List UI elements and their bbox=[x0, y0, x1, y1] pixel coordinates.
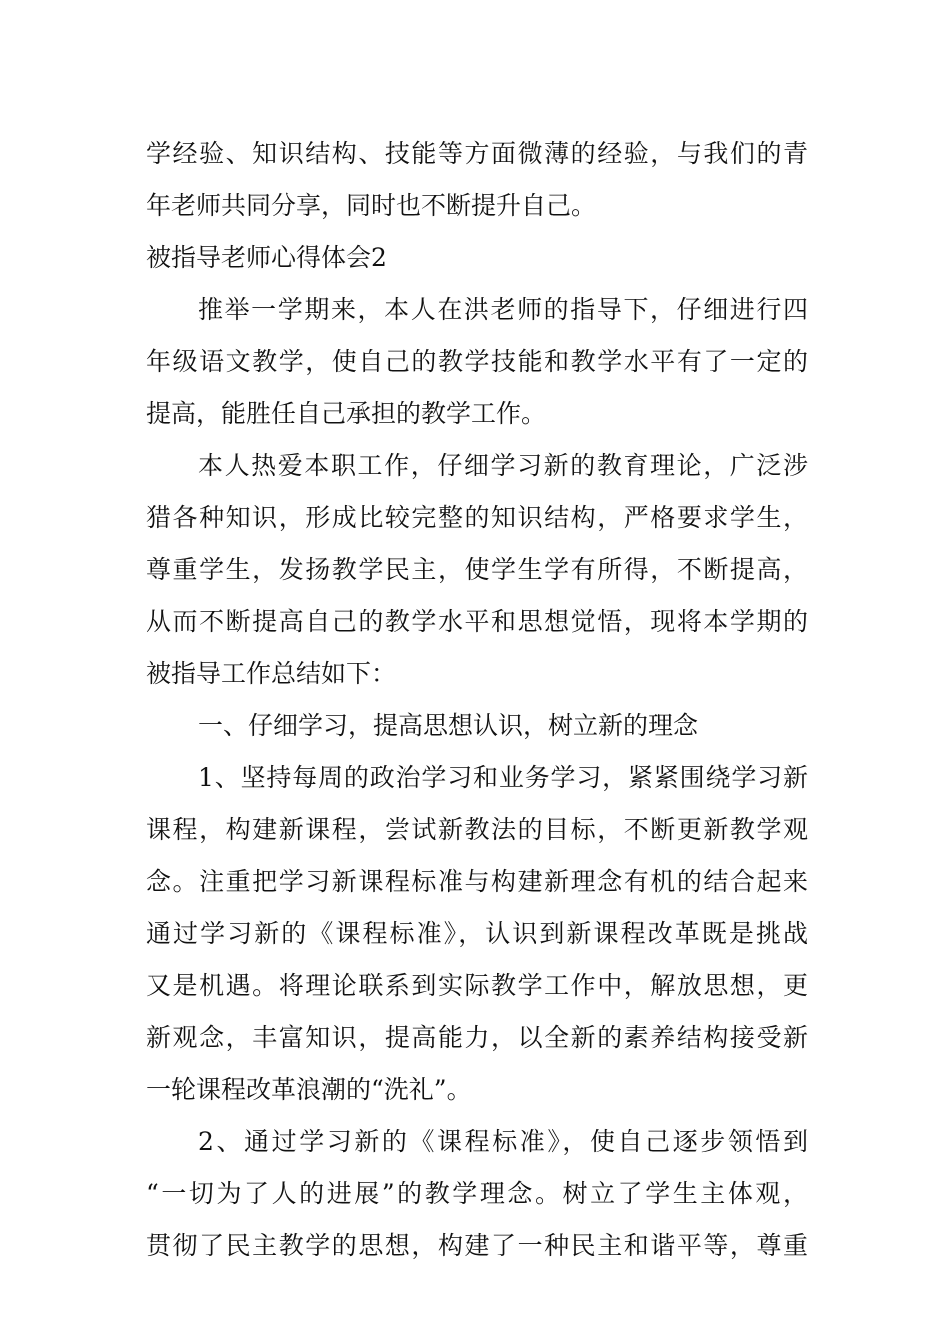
text-line: 新观念，丰富知识，提高能力，以全新的素养结构接受新 bbox=[146, 1023, 808, 1052]
section-heading: 被指导老师心得体会2 bbox=[146, 243, 387, 272]
paragraph-start-line: 本人热爱本职工作，仔细学习新的教育理论，广泛涉 bbox=[198, 451, 808, 480]
text-line: 年级语文教学，使自己的教学技能和教学水平有了一定的 bbox=[146, 347, 808, 376]
text-line: 猎各种知识，形成比较完整的知识结构，严格要求学生， bbox=[146, 503, 808, 532]
text-line: 年老师共同分享，同时也不断提升自己。 bbox=[146, 191, 597, 220]
subsection-heading: 一、仔细学习，提高思想认识，树立新的理念 bbox=[198, 711, 699, 740]
text-line: 念。注重把学习新课程标准与构建新理念有机的结合起来 bbox=[146, 867, 808, 896]
text-line: “一切为了人的进展”的教学理念。树立了学生主体观， bbox=[146, 1179, 808, 1208]
text-line: 一轮课程改革浪潮的“洗礼”。 bbox=[146, 1075, 472, 1104]
paragraph-start-line: 推举一学期来，本人在洪老师的指导下，仔细进行四 bbox=[198, 295, 808, 324]
text-line: 被指导工作总结如下： bbox=[146, 659, 397, 688]
text-line: 学经验、知识结构、技能等方面微薄的经验，与我们的青 bbox=[146, 139, 808, 168]
text-line: 提高，能胜任自己承担的教学工作。 bbox=[146, 399, 547, 428]
paragraph-start-line: 2、通过学习新的《课程标准》，使自己逐步领悟到 bbox=[198, 1127, 808, 1156]
text-line: 又是机遇。将理论联系到实际教学工作中，解放思想，更 bbox=[146, 971, 808, 1000]
paragraph-start-line: 1、坚持每周的政治学习和业务学习，紧紧围绕学习新 bbox=[198, 763, 808, 792]
text-line: 课程，构建新课程，尝试新教法的目标，不断更新教学观 bbox=[146, 815, 808, 844]
text-line: 尊重学生，发扬教学民主，使学生学有所得，不断提高， bbox=[146, 555, 808, 584]
text-line: 贯彻了民主教学的思想，构建了一种民主和谐平等，尊重 bbox=[146, 1231, 808, 1260]
document-body bbox=[146, 128, 808, 1272]
text-line: 通过学习新的《课程标准》，认识到新课程改革既是挑战 bbox=[146, 919, 808, 948]
text-line: 从而不断提高自己的教学水平和思想觉悟，现将本学期的 bbox=[146, 607, 808, 636]
